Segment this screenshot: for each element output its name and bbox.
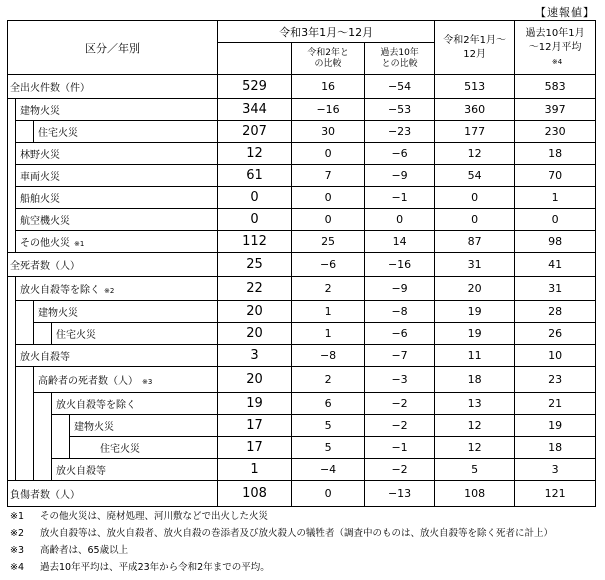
indent-cell bbox=[8, 99, 16, 121]
footnote bbox=[10, 542, 553, 559]
prev-year-cell: 13 bbox=[435, 393, 515, 415]
fire-statistics-table bbox=[7, 20, 596, 507]
table-row bbox=[8, 143, 596, 165]
row-label bbox=[34, 301, 218, 323]
row-label-text: 全死者数（人） bbox=[10, 261, 80, 272]
diff-avg-cell: −54 bbox=[365, 75, 435, 99]
header-vs-prev: 令和2年との比較 bbox=[292, 43, 365, 75]
row-note: ※3 bbox=[142, 378, 153, 386]
header-category: 区分／年別 bbox=[8, 21, 218, 75]
prev-year-cell: 18 bbox=[435, 367, 515, 393]
row-label bbox=[70, 415, 218, 437]
footnotes bbox=[10, 508, 553, 576]
diff-prev-cell: 2 bbox=[292, 277, 365, 301]
avg10-cell: 1 bbox=[515, 187, 596, 209]
diff-avg-cell: −53 bbox=[365, 99, 435, 121]
avg10-cell: 70 bbox=[515, 165, 596, 187]
diff-avg-cell: 14 bbox=[365, 231, 435, 253]
avg10-cell: 121 bbox=[515, 481, 596, 507]
prev-year-cell: 20 bbox=[435, 277, 515, 301]
table-row bbox=[8, 459, 596, 481]
avg10-cell: 31 bbox=[515, 277, 596, 301]
footnote bbox=[10, 525, 553, 542]
diff-prev-cell: 0 bbox=[292, 481, 365, 507]
diff-avg-cell: −8 bbox=[365, 301, 435, 323]
table-row bbox=[8, 437, 596, 459]
value-cell: 61 bbox=[218, 165, 292, 187]
indent-cell bbox=[8, 345, 16, 367]
header-prev-year: 令和2年1月～12月 bbox=[435, 21, 515, 75]
table-row bbox=[8, 187, 596, 209]
diff-prev-cell: −16 bbox=[292, 99, 365, 121]
value-cell: 1 bbox=[218, 459, 292, 481]
diff-avg-cell: 0 bbox=[365, 209, 435, 231]
row-label bbox=[34, 121, 218, 143]
diff-avg-cell: −2 bbox=[365, 393, 435, 415]
row-label-text: 高齢者の死者数（人） bbox=[38, 376, 138, 387]
avg10-cell: 18 bbox=[515, 143, 596, 165]
diff-avg-cell: −16 bbox=[365, 253, 435, 277]
avg10-cell: 41 bbox=[515, 253, 596, 277]
indent-cell bbox=[8, 165, 16, 187]
value-cell: 3 bbox=[218, 345, 292, 367]
prev-year-cell: 0 bbox=[435, 209, 515, 231]
diff-prev-cell: 0 bbox=[292, 209, 365, 231]
value-cell: 0 bbox=[218, 209, 292, 231]
diff-avg-cell: −1 bbox=[365, 437, 435, 459]
prev-year-cell: 0 bbox=[435, 187, 515, 209]
diff-prev-cell: 2 bbox=[292, 367, 365, 393]
header-avg10 bbox=[515, 21, 596, 75]
footnote bbox=[10, 508, 553, 525]
indent-cell bbox=[34, 393, 52, 415]
indent-cell bbox=[8, 415, 16, 437]
table-row bbox=[8, 481, 596, 507]
diff-prev-cell: 6 bbox=[292, 393, 365, 415]
diff-avg-cell: −23 bbox=[365, 121, 435, 143]
table-row bbox=[8, 323, 596, 345]
row-label bbox=[52, 459, 218, 481]
prev-year-cell: 19 bbox=[435, 301, 515, 323]
prev-year-cell: 31 bbox=[435, 253, 515, 277]
row-label bbox=[16, 231, 218, 253]
indent-cell bbox=[8, 277, 16, 301]
table-row bbox=[8, 99, 596, 121]
avg10-cell: 18 bbox=[515, 437, 596, 459]
table-row bbox=[8, 415, 596, 437]
avg10-cell: 397 bbox=[515, 99, 596, 121]
footnote-mark: ※2 bbox=[10, 528, 25, 539]
footnote-text: 過去10年平均は、平成23年から令和2年までの平均。 bbox=[40, 562, 270, 573]
diff-prev-cell: 5 bbox=[292, 415, 365, 437]
value-cell: 108 bbox=[218, 481, 292, 507]
row-label-text: その他火災 bbox=[20, 238, 70, 249]
row-label bbox=[16, 165, 218, 187]
table-row bbox=[8, 367, 596, 393]
row-label-text: 放火自殺等を除く bbox=[56, 400, 136, 411]
value-cell: 344 bbox=[218, 99, 292, 121]
avg10-cell: 3 bbox=[515, 459, 596, 481]
indent-cell bbox=[8, 187, 16, 209]
prev-year-cell: 12 bbox=[435, 143, 515, 165]
indent-cell bbox=[16, 393, 34, 415]
indent-cell bbox=[34, 415, 52, 437]
row-label bbox=[16, 143, 218, 165]
value-cell: 12 bbox=[218, 143, 292, 165]
header-avg10-label: 過去10年1月～12月平均 bbox=[525, 27, 585, 53]
prev-year-cell: 54 bbox=[435, 165, 515, 187]
preliminary-badge: 【速報値】 bbox=[535, 6, 595, 19]
prev-year-cell: 5 bbox=[435, 459, 515, 481]
row-label-text: 林野火災 bbox=[20, 150, 60, 161]
diff-prev-cell: 1 bbox=[292, 301, 365, 323]
row-label-text: 船舶火災 bbox=[20, 194, 60, 205]
avg10-cell: 0 bbox=[515, 209, 596, 231]
avg10-cell: 19 bbox=[515, 415, 596, 437]
table-row bbox=[8, 345, 596, 367]
indent-cell bbox=[8, 301, 16, 323]
row-note: ※2 bbox=[104, 287, 115, 295]
value-cell: 17 bbox=[218, 437, 292, 459]
indent-cell bbox=[16, 121, 34, 143]
indent-cell bbox=[16, 459, 34, 481]
table-row bbox=[8, 231, 596, 253]
prev-year-cell: 360 bbox=[435, 99, 515, 121]
diff-avg-cell: −2 bbox=[365, 415, 435, 437]
footnote-mark: ※3 bbox=[10, 545, 25, 556]
diff-avg-cell: −13 bbox=[365, 481, 435, 507]
prev-year-cell: 177 bbox=[435, 121, 515, 143]
diff-prev-cell: 30 bbox=[292, 121, 365, 143]
avg10-cell: 583 bbox=[515, 75, 596, 99]
row-note: ※1 bbox=[74, 240, 85, 248]
value-cell: 20 bbox=[218, 367, 292, 393]
diff-avg-cell: −7 bbox=[365, 345, 435, 367]
indent-cell bbox=[34, 437, 52, 459]
avg10-cell: 23 bbox=[515, 367, 596, 393]
table-row bbox=[8, 277, 596, 301]
indent-cell bbox=[8, 209, 16, 231]
row-label-text: 建物火災 bbox=[74, 422, 114, 433]
avg10-cell: 10 bbox=[515, 345, 596, 367]
value-cell: 22 bbox=[218, 277, 292, 301]
diff-prev-cell: −8 bbox=[292, 345, 365, 367]
table-row bbox=[8, 301, 596, 323]
table-row bbox=[8, 121, 596, 143]
diff-prev-cell: 1 bbox=[292, 323, 365, 345]
row-label-text: 航空機火災 bbox=[20, 216, 70, 227]
footnote bbox=[10, 559, 553, 576]
table-row bbox=[8, 75, 596, 99]
diff-prev-cell: −6 bbox=[292, 253, 365, 277]
row-label-text: 建物火災 bbox=[20, 106, 60, 117]
diff-avg-cell: −6 bbox=[365, 323, 435, 345]
row-label bbox=[52, 323, 218, 345]
row-label-text: 放火自殺等 bbox=[56, 466, 106, 477]
indent-cell bbox=[8, 437, 16, 459]
diff-avg-cell: −2 bbox=[365, 459, 435, 481]
diff-avg-cell: −3 bbox=[365, 367, 435, 393]
row-label bbox=[8, 481, 218, 507]
indent-cell bbox=[34, 323, 52, 345]
diff-avg-cell: −9 bbox=[365, 277, 435, 301]
value-cell: 20 bbox=[218, 301, 292, 323]
indent-cell bbox=[34, 459, 52, 481]
indent-cell bbox=[8, 367, 16, 393]
diff-prev-cell: 5 bbox=[292, 437, 365, 459]
avg10-cell: 21 bbox=[515, 393, 596, 415]
value-cell: 25 bbox=[218, 253, 292, 277]
diff-prev-cell: 16 bbox=[292, 75, 365, 99]
row-label-text: 負傷者数（人） bbox=[10, 490, 80, 501]
value-cell: 0 bbox=[218, 187, 292, 209]
row-label bbox=[16, 99, 218, 121]
footnote-text: 高齢者は、65歳以上 bbox=[40, 545, 129, 556]
prev-year-cell: 11 bbox=[435, 345, 515, 367]
indent-cell bbox=[8, 459, 16, 481]
table-body bbox=[8, 75, 596, 507]
row-label-text: 住宅火災 bbox=[100, 444, 140, 455]
avg10-cell: 26 bbox=[515, 323, 596, 345]
table-row bbox=[8, 253, 596, 277]
indent-cell bbox=[16, 301, 34, 323]
row-label-text: 住宅火災 bbox=[56, 330, 96, 341]
header-avg10-note: ※4 bbox=[551, 57, 563, 66]
indent-cell bbox=[8, 231, 16, 253]
row-label-text: 放火自殺等 bbox=[20, 352, 70, 363]
indent-cell bbox=[8, 393, 16, 415]
avg10-cell: 28 bbox=[515, 301, 596, 323]
prev-year-cell: 12 bbox=[435, 437, 515, 459]
diff-avg-cell: −9 bbox=[365, 165, 435, 187]
value-cell: 17 bbox=[218, 415, 292, 437]
value-cell: 529 bbox=[218, 75, 292, 99]
footnote-text: 放火自殺等は、放火自殺者、放火自殺の巻添者及び放火殺人の犠牲者（調査中のものは、放火自殺等を除く死者に計上） bbox=[40, 528, 554, 539]
header-period-value bbox=[218, 43, 292, 75]
header-period: 令和3年1月～12月 bbox=[218, 21, 435, 43]
indent-cell bbox=[8, 121, 16, 143]
indent-cell bbox=[8, 143, 16, 165]
row-label bbox=[52, 393, 218, 415]
row-label bbox=[8, 253, 218, 277]
footnote-mark: ※4 bbox=[10, 562, 25, 573]
avg10-cell: 98 bbox=[515, 231, 596, 253]
row-label-text: 放火自殺等を除く bbox=[20, 285, 100, 296]
diff-prev-cell: 25 bbox=[292, 231, 365, 253]
row-label bbox=[34, 367, 218, 393]
avg10-cell: 230 bbox=[515, 121, 596, 143]
prev-year-cell: 108 bbox=[435, 481, 515, 507]
row-label bbox=[16, 345, 218, 367]
row-label bbox=[16, 277, 218, 301]
indent-cell bbox=[8, 323, 16, 345]
diff-avg-cell: −6 bbox=[365, 143, 435, 165]
prev-year-cell: 87 bbox=[435, 231, 515, 253]
value-cell: 19 bbox=[218, 393, 292, 415]
value-cell: 112 bbox=[218, 231, 292, 253]
diff-prev-cell: −4 bbox=[292, 459, 365, 481]
row-label-text: 全出火件数（件） bbox=[10, 83, 90, 94]
indent-cell bbox=[16, 437, 34, 459]
row-label-text: 住宅火災 bbox=[38, 128, 78, 139]
row-label bbox=[70, 437, 218, 459]
row-label bbox=[16, 209, 218, 231]
indent-cell bbox=[16, 323, 34, 345]
diff-prev-cell: 0 bbox=[292, 187, 365, 209]
row-label-text: 建物火災 bbox=[38, 308, 78, 319]
header-vs-avg: 過去10年との比較 bbox=[365, 43, 435, 75]
table-row bbox=[8, 209, 596, 231]
prev-year-cell: 12 bbox=[435, 415, 515, 437]
row-label bbox=[8, 75, 218, 99]
table-row bbox=[8, 393, 596, 415]
indent-cell bbox=[52, 437, 70, 459]
footnote-mark: ※1 bbox=[10, 511, 25, 522]
footnote-text: その他火災は、廃材処理、河川敷などで出火した火災 bbox=[40, 511, 269, 522]
value-cell: 20 bbox=[218, 323, 292, 345]
row-label-text: 車両火災 bbox=[20, 172, 60, 183]
diff-avg-cell: −1 bbox=[365, 187, 435, 209]
prev-year-cell: 19 bbox=[435, 323, 515, 345]
indent-cell bbox=[16, 367, 34, 393]
diff-prev-cell: 0 bbox=[292, 143, 365, 165]
indent-cell bbox=[52, 415, 70, 437]
table-row bbox=[8, 165, 596, 187]
indent-cell bbox=[16, 415, 34, 437]
diff-prev-cell: 7 bbox=[292, 165, 365, 187]
prev-year-cell: 513 bbox=[435, 75, 515, 99]
row-label bbox=[16, 187, 218, 209]
value-cell: 207 bbox=[218, 121, 292, 143]
